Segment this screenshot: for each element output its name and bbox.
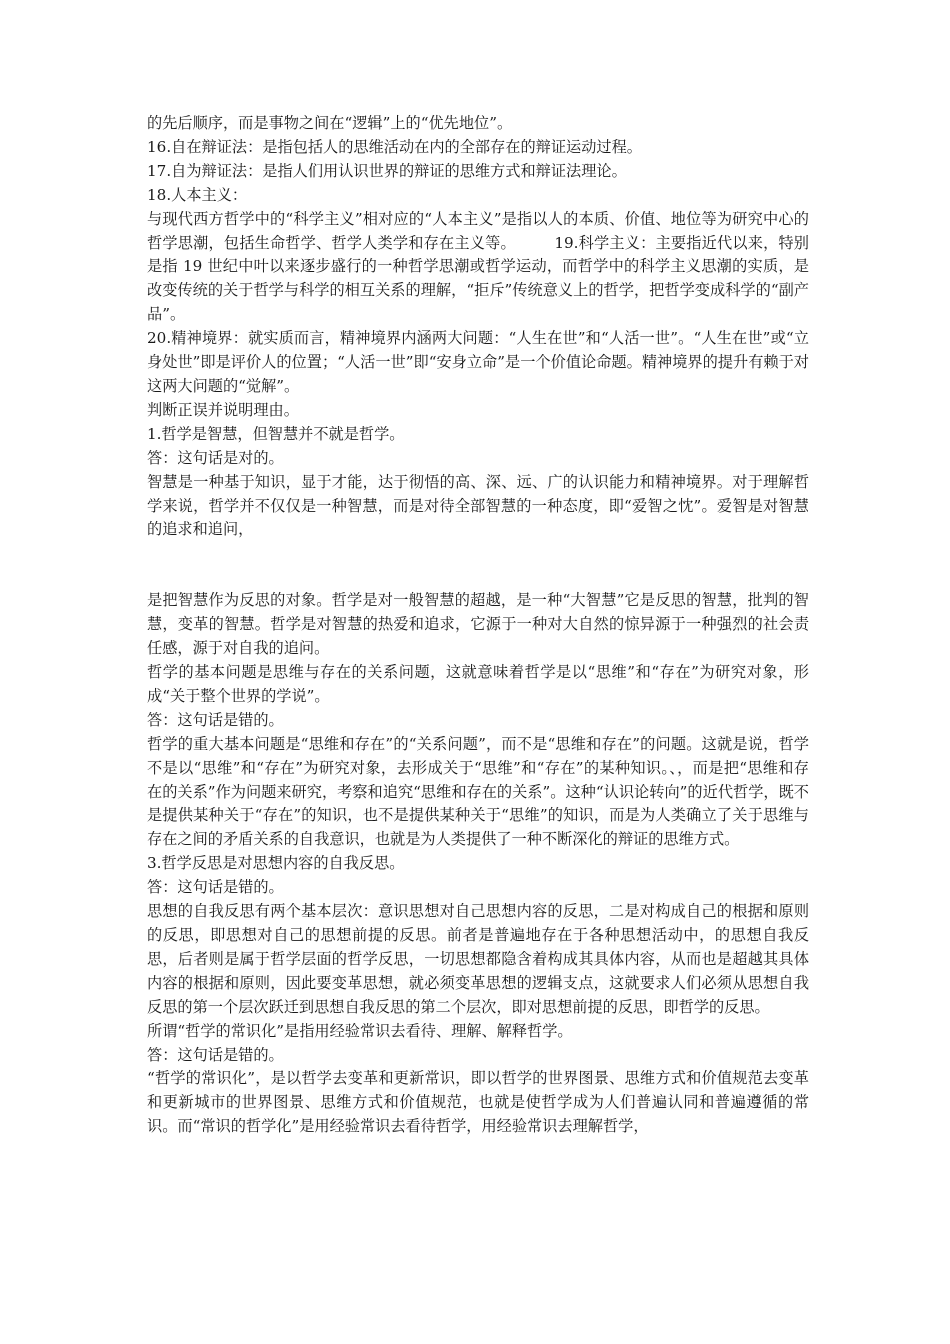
paragraph: 与现代西方哲学中的“科学主义”相对应的“人本主义”是指以人的本质、价值、地位等为研究中心的哲学思潮，包括生命哲学、哲学人类学和存在主义等。 19.科学主义：主要指近代以来，特别是指 19 世纪中叶以来逐步盛行的一种哲学思潮或哲学运动，而哲学中的科学主义思潮的实质，是改变传统的关于哲学与科学的相互关系的理解，“拒斥”传统意义上的哲学，把哲学变成科学的“副产品”。 <box>147 209 809 324</box>
paragraph: 所谓“哲学的常识化”是指用经验常识去看待、理解、解释哲学。 <box>147 1021 573 1040</box>
paragraph: 智慧是一种基于知识，显于才能，达于彻悟的高、深、远、广的认识能力和精神境界。对于理解哲学来说，哲学并不仅仅是一种智慧，而是对待全部智慧的一种态度，即“爱智之忱”。爱智是对智慧的追求和追问， <box>147 472 809 539</box>
paragraph: 是把智慧作为反思的对象。哲学是对一般智慧的超越，是一种“大智慧”它是反思的智慧，批判的智慧，变革的智慧。哲学是对智慧的热爱和追求，它源于一种对大自然的惊异源于一种强烈的社会责任感，源于对自我的追问。 <box>147 591 809 658</box>
paragraph: 哲学的基本问题是思维与存在的关系问题，这就意味着哲学是以“思维”和“存在”为研究对象，形成“关于整个世界的学说”。 <box>147 663 809 705</box>
paragraph: 的先后顺序，而是事物之间在“逻辑”上的“优先地位”。 <box>147 114 513 132</box>
paragraph: 18.人本主义： <box>147 185 248 204</box>
paragraph: 答：这句话是错的。 <box>147 1045 284 1064</box>
paragraph: “哲学的常识化”，是以哲学去变革和更新常识，即以哲学的世界图景、思维方式和价值规范去变革和更新城市的世界图景、思维方式和价值规范，也就是使哲学成为人们普遍认同和普遍遵循的常识。而“常识的哲学化”是用经验常识去看待哲学，用经验常识去理解哲学， <box>147 1069 809 1136</box>
paragraph: 1.哲学是智慧，但智慧并不就是哲学。 <box>147 424 405 443</box>
paragraph: 20.精神境界：就实质而言，精神境界内涵两大问题：“人生在世”和“人活一世”。“人生在世”或“立身处世”即是评价人的位置；“人活一世”即“安身立命”是一个价值论命题。精神境界的提升有赖于对这两大问题的“觉解”。 <box>147 329 809 395</box>
paragraph: 17.自为辩证法：是指人们用认识世界的辩证的思维方式和辩证法理论。 <box>147 161 627 180</box>
paragraph: 答：这句话是错的。 <box>147 710 284 729</box>
paragraph: 哲学的重大基本问题是“思维和存在”的“关系问题”，而不是“思维和存在”的问题。这就是说，哲学不是以“思维”和“存在”为研究对象，去形成关于“思维”和“存在”的某种知识。、，而是把“思维和存在的关系”作为问题来研究，考察和追究“思维和存在的关系”。这种“认识论转向”的近代哲学，既不是提供某种关于“存在”的知识，也不是提供某种关于“思维”的知识，而是为人类确立了关于思维与存在之间的矛盾关系的自我意识，也就是为人类提供了一种不断深化的辩证的思维方式。 <box>147 734 809 849</box>
paragraph: 16.自在辩证法：是指包括人的思维活动在内的全部存在的辩证运动过程。 <box>147 137 642 156</box>
section-gap <box>147 542 809 589</box>
paragraph: 答：这句话是对的。 <box>147 448 284 467</box>
paragraph: 思想的自我反思有两个基本层次：意识思想对自己思想内容的反思，二是对构成自己的根据和原则的反思，即思想对自己的思想前提的反思。前者是普遍地存在于各种思想活动中，的思想自我反思，后者则是属于哲学层面的哲学反思，一切思想都隐含着构成其具体内容，从而也是超越其具体内容的根据和原则，因此要变革思想，就必须变革思想的逻辑支点，这就要求人们必须从思想自我反思的第一个层次跃迁到思想自我反思的第二个层次，即对思想前提的反思，即哲学的反思。 <box>147 902 809 1016</box>
paragraph: 答：这句话是错的。 <box>147 878 284 897</box>
document-body <box>147 112 809 1139</box>
paragraph: 判断正误并说明理由。 <box>147 400 299 419</box>
paragraph: 3.哲学反思是对思想内容的自我反思。 <box>147 854 405 873</box>
